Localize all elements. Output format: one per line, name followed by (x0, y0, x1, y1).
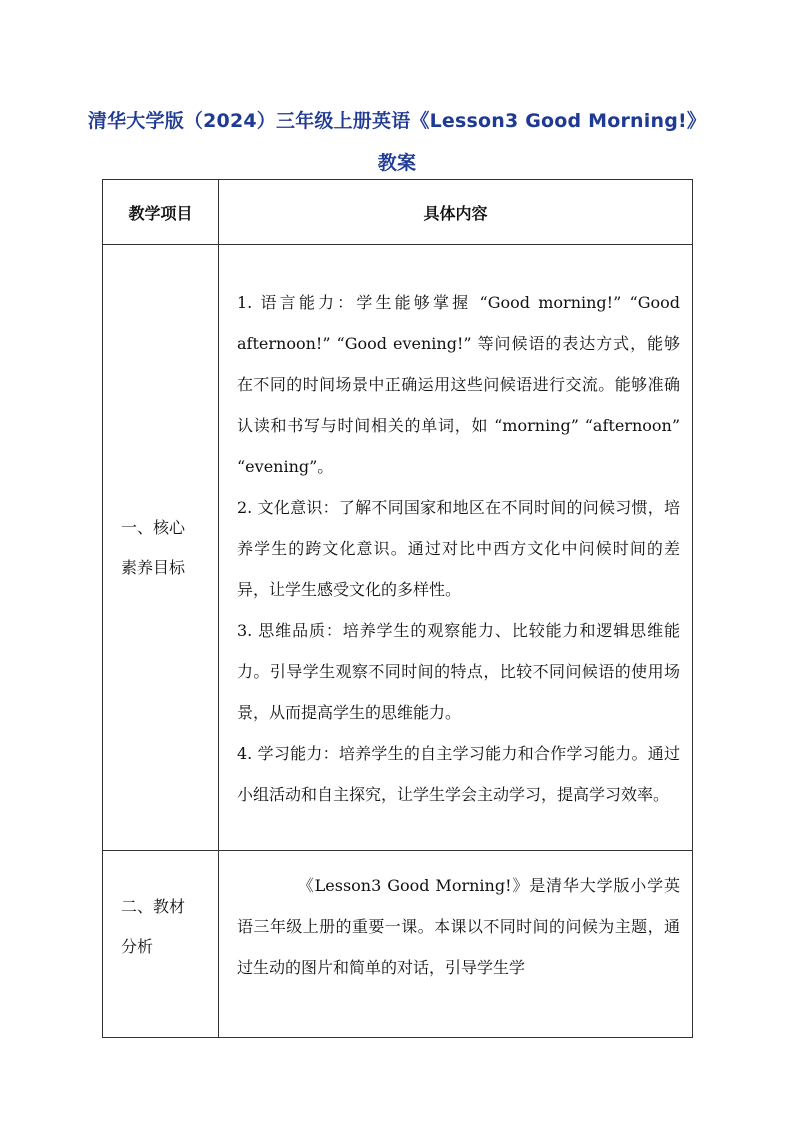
row-content-textbook-analysis (219, 851, 693, 1038)
analysis-paragraph: 《Lesson3 Good Morning!》是清华大学版小学英语三年级上册的重要一课。本课以不同时间的问候为主题，通过生动的图片和简单的对话，引导学生学 (237, 876, 680, 977)
document-title: 清华大学版（2024）三年级上册英语《Lesson3 Good Morning!》 (87, 110, 707, 132)
table-header-row (103, 180, 693, 245)
row-label-core-goals (103, 245, 219, 851)
header-specific-content: 具体内容 (219, 180, 693, 245)
document-title-line2: 教案 (377, 152, 417, 174)
row-label-textbook-analysis (103, 851, 219, 1038)
lesson-plan-table (102, 179, 693, 1038)
goal-learning-ability: 4. 学习能力：培养学生的自主学习能力和合作学习能力。通过小组活动和自主探究，让学生学会主动学习，提高学习效率。 (237, 744, 680, 804)
header-teaching-item: 教学项目 (103, 180, 219, 245)
row-label-line: 素养目标 (121, 557, 186, 577)
goal-cultural-awareness: 2. 文化意识：了解不同国家和地区在不同时间的问候习惯，培养学生的跨文化意识。通过对比中西方文化中问候时间的差异，让学生感受文化的多样性。 (237, 498, 680, 599)
row-label-line: 分析 (121, 937, 154, 956)
row-label-line: 一、核心 (121, 517, 186, 537)
row-label-line: 二、教材 (121, 897, 186, 916)
row-content-core-goals (219, 245, 693, 851)
table-row (103, 245, 693, 851)
table-row (103, 851, 693, 1038)
goal-language-ability: 1. 语言能力：学生能够掌握 “Good morning!” “Good afternoon!” “Good evening!” 等问候语的表达方式，能够在不同的时间场景中正确运用这些问候语进行交流。能够准确认读和书写与时间相关的单词，如 “morning” “afternoon” “evening”。 (237, 293, 680, 476)
goal-thinking-quality: 3. 思维品质：培养学生的观察能力、比较能力和逻辑思维能力。引导学生观察不同时间的特点，比较不同问候语的使用场景，从而提高学生的思维能力。 (237, 621, 680, 722)
